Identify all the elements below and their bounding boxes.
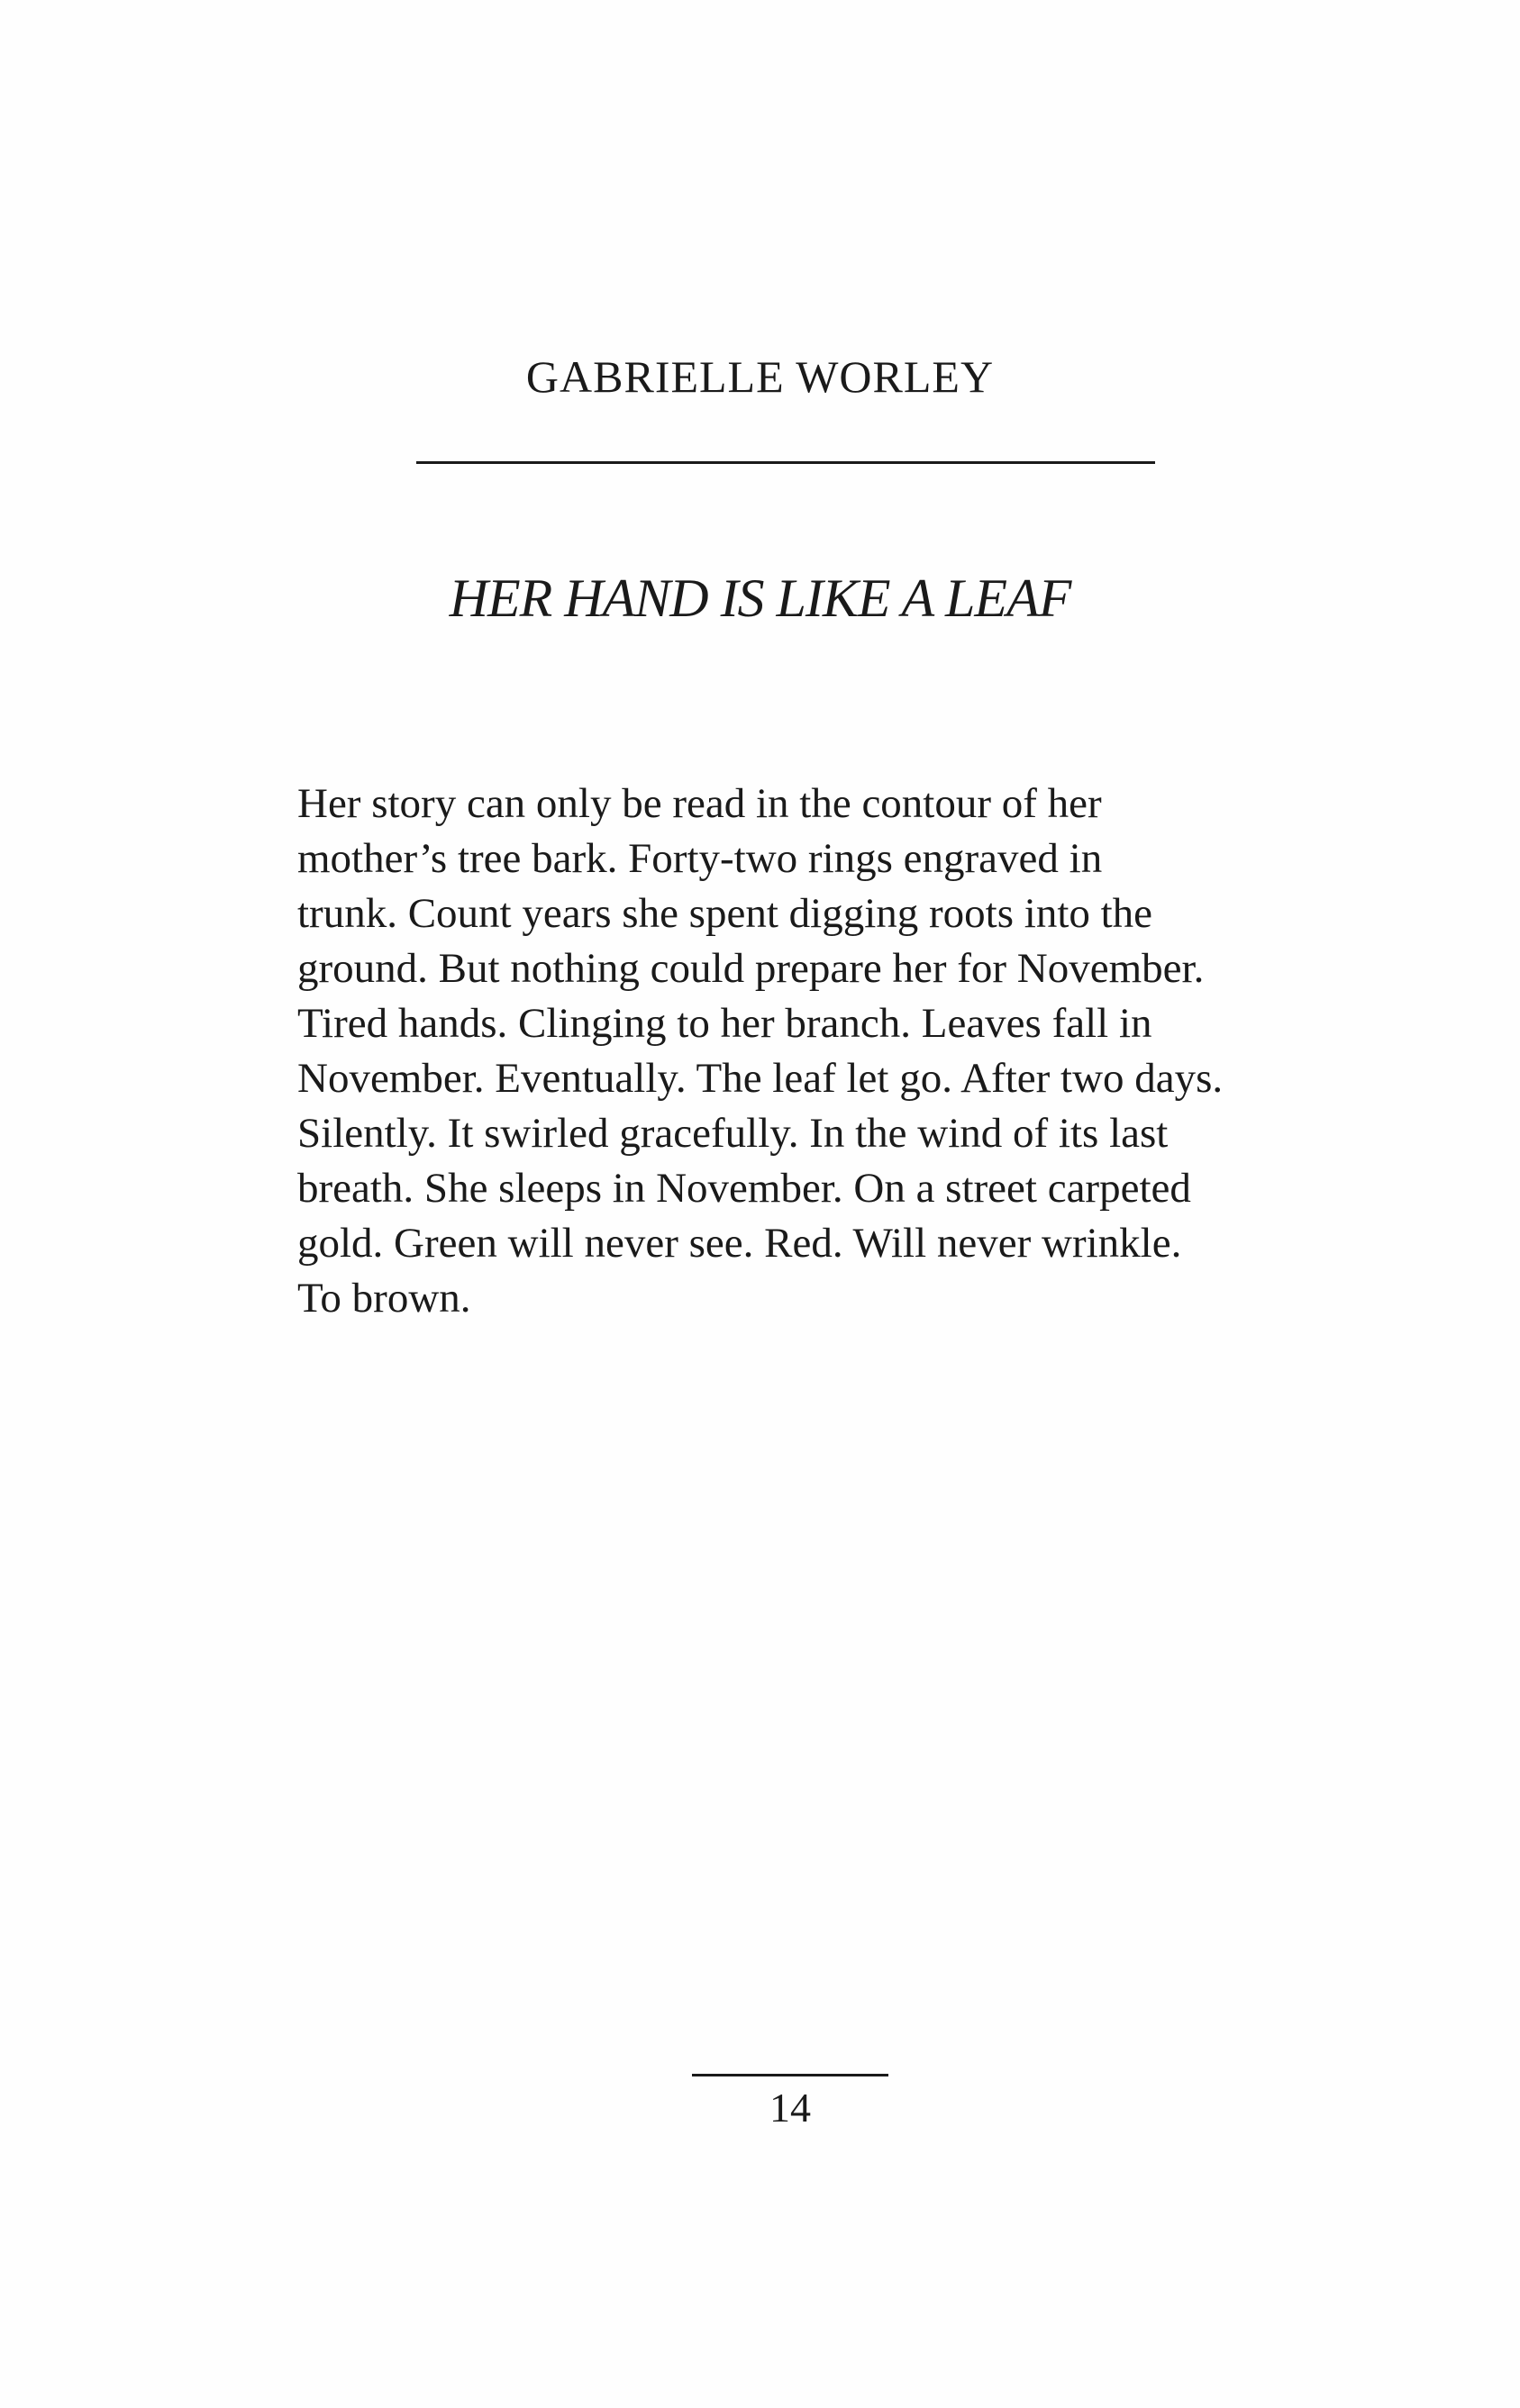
poem-line: Tired hands. Clinging to her branch. Leaves fall in — [297, 1000, 1152, 1047]
poem-line: breath. She sleeps in November. On a street carpeted — [297, 1165, 1191, 1212]
poem-title: HER HAND IS LIKE A LEAF — [449, 568, 1071, 628]
poem-line: November. Eventually. The leaf let go. After two days. — [297, 1055, 1224, 1102]
poem-line: Her story can only be read in the contour of her — [297, 780, 1102, 827]
page-number: 14 — [769, 2085, 811, 2131]
poem-body — [297, 777, 1306, 1326]
poem-line: trunk. Count years she spent digging roots into the — [297, 890, 1153, 937]
footer-divider — [692, 2074, 888, 2076]
poem-line: Silently. It swirled gracefully. In the wind of its last — [297, 1110, 1169, 1157]
author-name: GABRIELLE WORLEY — [525, 351, 995, 402]
poem-line: mother’s tree bark. Forty-two rings engraved in — [297, 835, 1103, 882]
poem-line: gold. Green will never see. Red. Will never wrinkle. — [297, 1220, 1182, 1267]
poem-line: ground. But nothing could prepare her for November. — [297, 945, 1205, 992]
poem-line: To brown. — [297, 1275, 471, 1322]
header-divider — [416, 461, 1155, 464]
